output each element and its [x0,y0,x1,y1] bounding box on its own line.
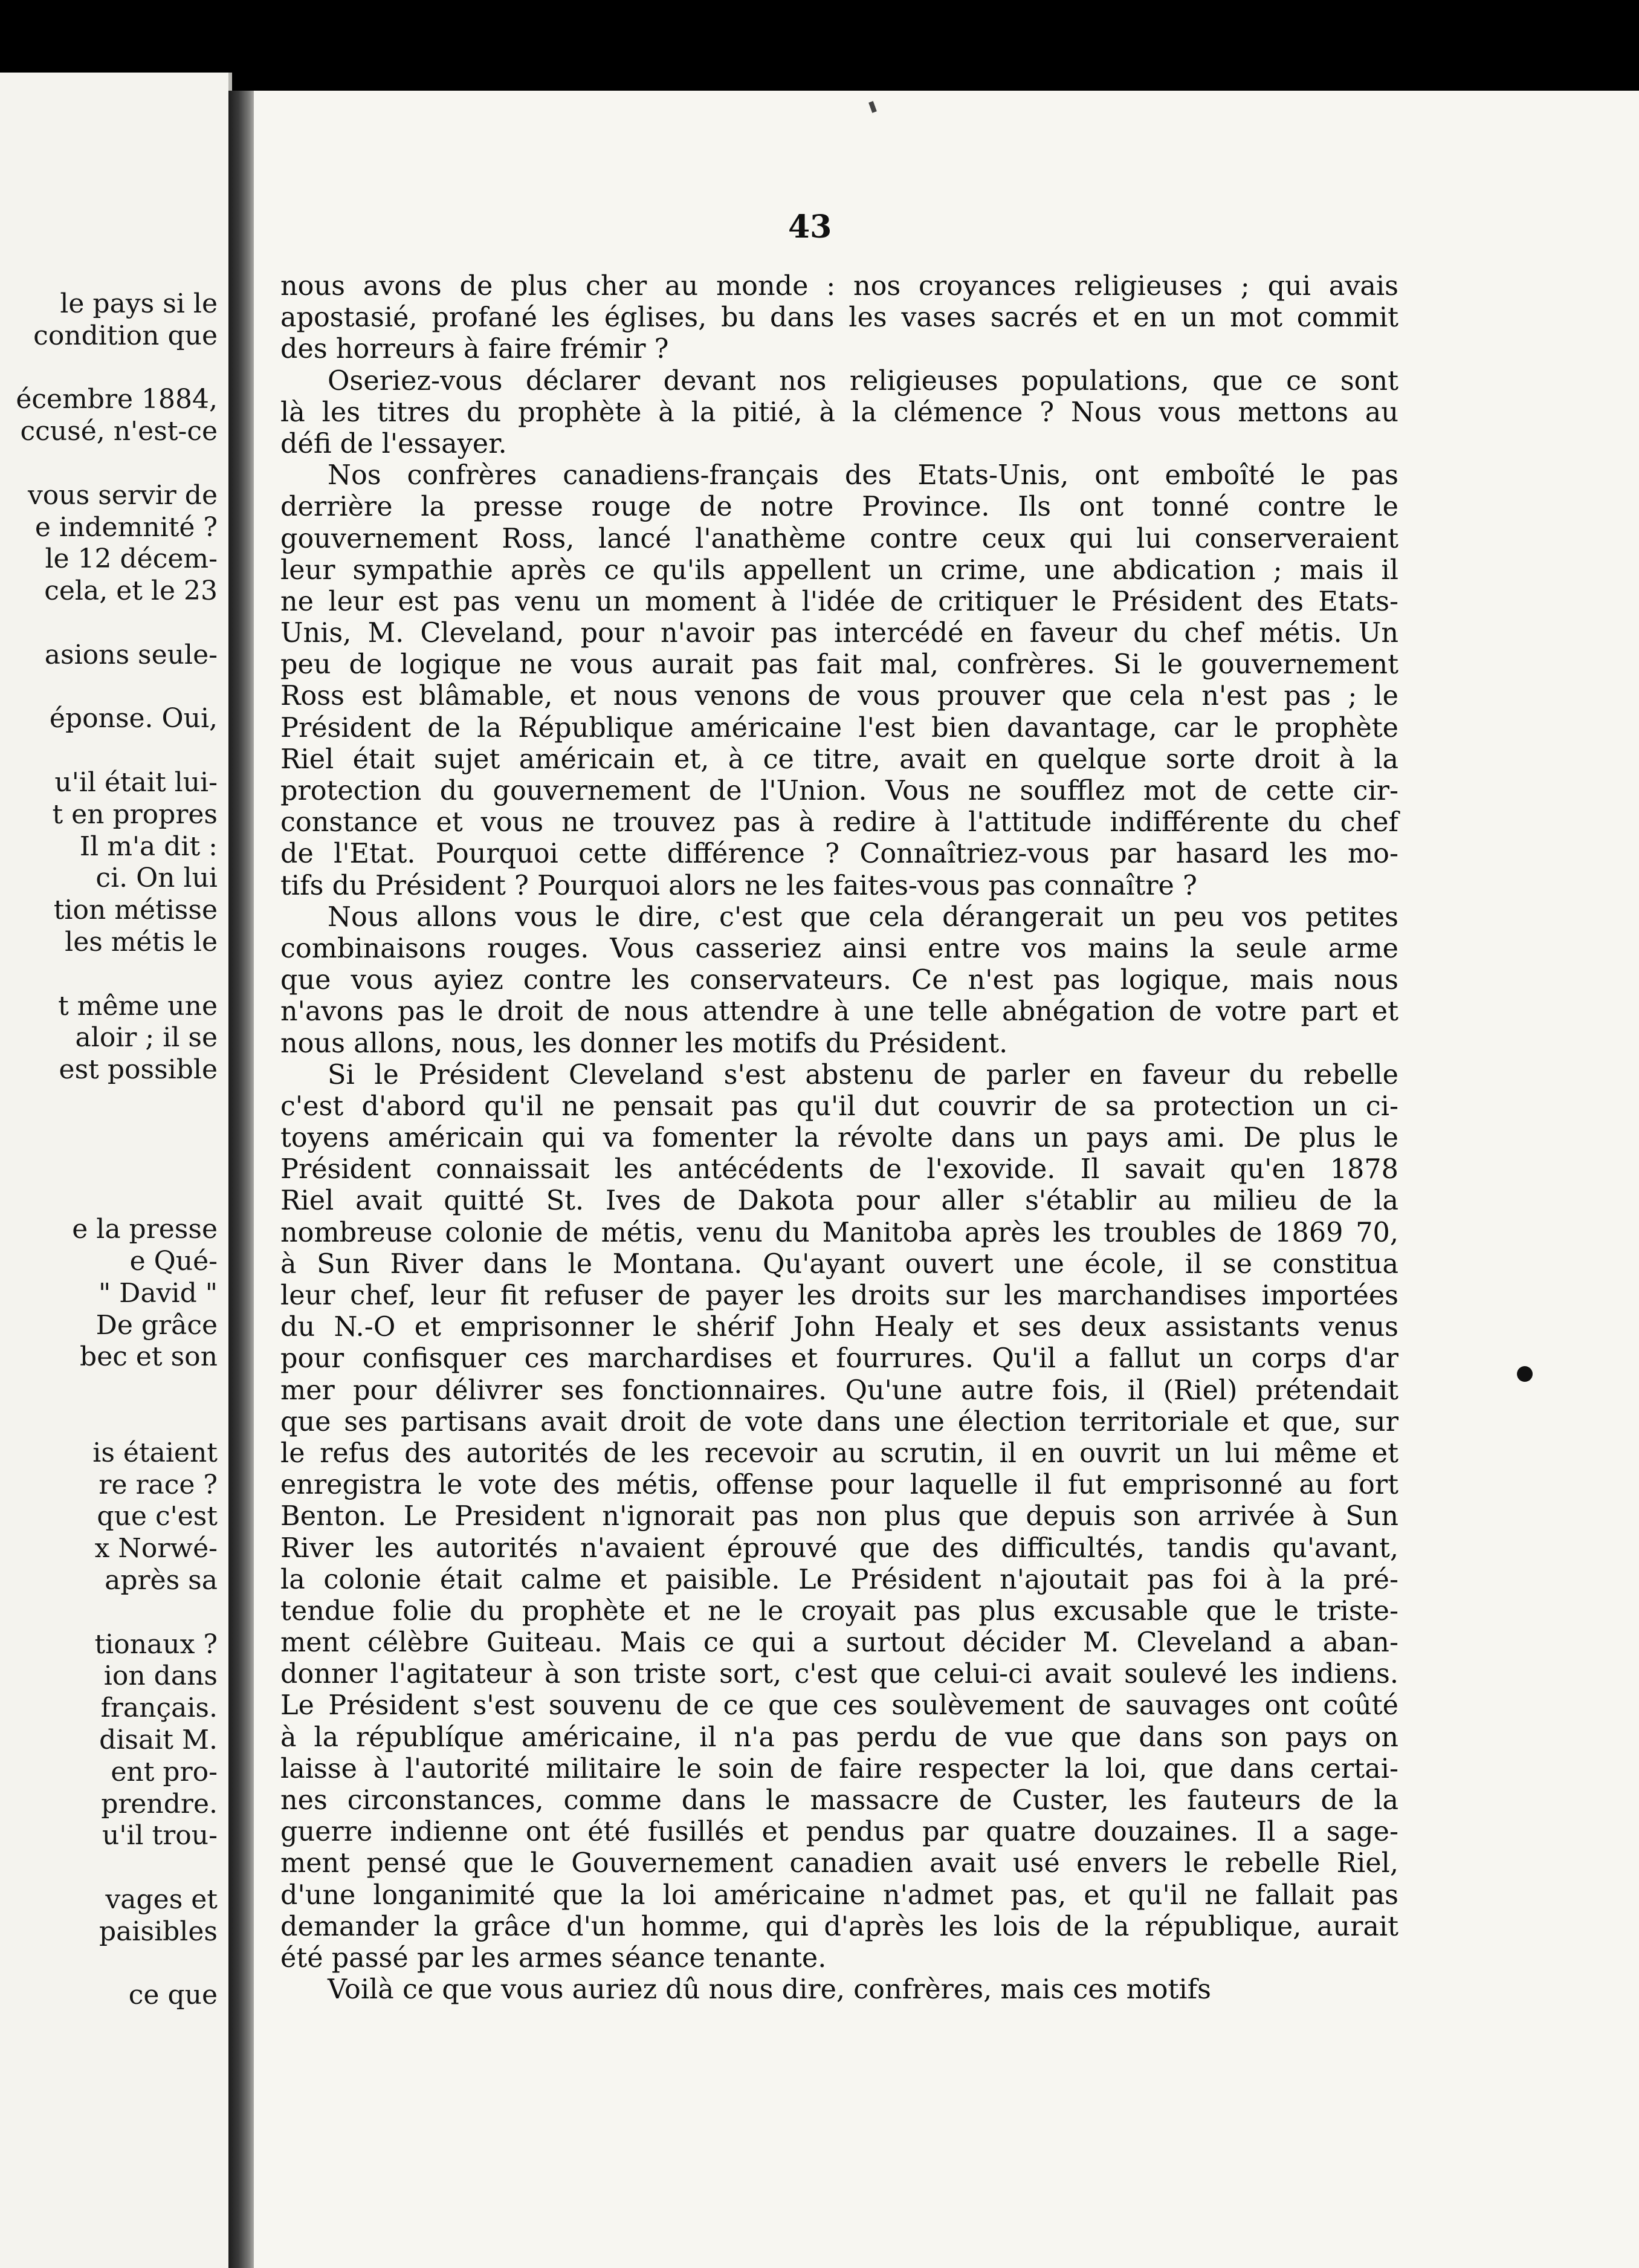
left-page-line: français. [100,1693,218,1724]
text-line: laisse à l'autorité militaire le soin de faire respecter la loi, que dans certai- [280,1753,1398,1784]
text-line: mer pour délivrer ses fonctionnaires. Qu'une autre fois, il (Riel) prétendait [280,1375,1398,1406]
left-page-line: x Norwé- [94,1533,218,1564]
book-gutter [228,91,257,2268]
text-line: Riel était sujet américain et, à ce titre, avait en quelque sorte droit à la [280,744,1398,775]
text-line: nes circonstances, comme dans le massacre de Custer, les fauteurs de la [280,1785,1398,1816]
text-line: Voilà ce que vous auriez dû nous dire, confrères, mais ces motifs [328,1974,1211,2006]
text-line: que vous ayiez contre les conservateurs. Ce n'est pas logique, mais nous [280,965,1398,996]
left-page-line: vous servir de [27,479,218,511]
text-line: guerre indienne ont été fusillés et pendus par quatre douzaines. Il a sage- [280,1816,1398,1848]
left-page-line: tion métisse [53,895,218,926]
left-page-line: écembre 1884, [16,384,218,415]
left-page-line: u'il était lui- [54,767,218,798]
left-page-line: le pays si le [60,288,218,319]
text-line: derrière la presse rouge de notre Province. Ils ont tonné contre le [280,491,1398,523]
paragraph [280,1974,1398,2006]
text-line: enregistra le vote des métis, offense pour laquelle il fut emprisonné au fort [280,1469,1398,1501]
text-line: la colonie était calme et paisible. Le Président n'ajoutait pas foi à la pré- [280,1564,1398,1595]
text-line: Président de la République américaine l'est bien davantage, car le prophète [280,712,1398,744]
text-line: gouvernement Ross, lancé l'anathème contre ceux qui lui conserveraient [280,523,1398,554]
text-line: constance et vous ne trouvez pas à redire à l'attitude indifférente du chef [280,807,1398,838]
text-line: peu de logique ne vous aurait pas fait mal, confrères. Si le gouvernement [280,649,1398,681]
text-line: pour confisquer ces marchardises et fourrures. Qu'il a fallut un corps d'ar [280,1343,1398,1375]
text-line: ment pensé que le Gouvernement canadien avait usé envers le rebelle Riel, [280,1848,1398,1879]
text-line: Benton. Le President n'ignorait pas non plus que depuis son arrivée à Sun [280,1501,1398,1532]
text-line: que ses partisans avait droit de vote dans une élection territoriale et que, sur [280,1406,1398,1437]
paragraph [280,271,1398,366]
left-page-line: ccusé, n'est-ce [20,416,218,447]
page-mark [868,101,877,113]
text-line: Le Président s'est souvenu de ce que ces soulèvement de sauvages ont coûté [280,1690,1398,1722]
left-page-line: ce que [128,1980,218,2011]
text-line: n'avons pas le droit de nous attendre à une telle abnégation de votre part et [280,996,1398,1028]
paragraph [280,460,1398,902]
text-line: apostasié, profané les églises, bu dans les vases sacrés et en un mot commit [280,302,1398,334]
text-line: des horreurs à faire frémir ? [280,334,669,365]
text-line: Si le Président Cleveland s'est abstenu de parler en faveur du rebelle [328,1059,1398,1090]
text-line: à la républíque américaine, il n'a pas perdu de vue que dans son pays on [280,1722,1398,1753]
left-page-line: e Qué- [129,1246,218,1277]
left-page-line: De grâce [95,1309,218,1341]
left-page-line: paisibles [99,1916,218,1947]
text-line: Oseriez-vous déclarer devant nos religieuses populations, que ce sont [328,365,1398,397]
current-page [254,91,1639,2268]
text-line: ne leur est pas venu un moment à l'idée de critiquer le Président des Etats- [280,586,1398,617]
left-page-line: les métis le [65,927,218,957]
text-line: Ross est blâmable, et nous venons de vous prouver que cela n'est pas ; le [280,681,1398,712]
text-line: leur sympathie après ce qu'ils appellent un crime, une abdication ; mais il [280,554,1398,586]
page-body [280,271,1398,2006]
left-page-line: que c'est [97,1501,218,1532]
text-line: Nos confrères canadiens-français des Etats-Unis, ont emboîté le pas [328,460,1398,491]
text-line: Nous allons vous le dire, c'est que cela dérangerait un peu vos petites [328,901,1398,933]
text-line: Riel avait quitté St. Ives de Dakota pour aller s'établir au milieu de la [280,1185,1398,1217]
text-line: toyens américain qui va fomenter la révolte dans un pays ami. De plus le [280,1123,1398,1154]
text-line: là les titres du prophète à la pitié, à la clémence ? Nous vous mettons au [280,397,1398,428]
text-line: protection du gouvernement de l'Union. Vous ne soufflez mot de cette cir- [280,776,1398,806]
paragraph [280,902,1398,1060]
text-line: demander la grâce d'un homme, qui d'après les lois de la république, aurait [280,1911,1398,1942]
text-line: tendue folie du prophète et ne le croyait pas plus excusable que le triste- [280,1595,1398,1627]
left-page-line: disait M. [99,1725,218,1755]
left-page-line: tionaux ? [94,1628,218,1660]
left-page-line: cela, et le 23 [44,575,218,607]
text-line: Président connaissait les antécédents de l'exovide. Il savait qu'en 1878 [280,1154,1398,1185]
left-page-line: ion dans [103,1660,218,1692]
page-number: 43 [788,209,832,245]
ink-spot [1517,1366,1533,1382]
left-page-line: ent pro- [111,1756,218,1787]
left-page-line: après sa [105,1565,218,1596]
left-page-line: vages et [105,1884,218,1915]
text-line: River les autorités n'avaient éprouvé que des difficultés, tandis qu'avant, [280,1532,1398,1564]
left-page-line: u'il trou- [102,1820,218,1852]
left-page-line: re race ? [99,1469,218,1500]
left-page-line: e la presse [72,1214,218,1245]
paragraph [280,1060,1398,1974]
left-page-line: t même une [58,990,218,1022]
text-line: du N.-O et emprisonner le shérif John Healy et ses deux assistants venus [280,1312,1398,1343]
left-page-line: Il m'a dit : [79,831,218,862]
text-line: nous avons de plus cher au monde : nos croyances religieuses ; qui avais [280,271,1398,302]
text-line: c'est d'abord qu'il ne pensait pas qu'il dut couvrir de sa protection un ci- [280,1090,1398,1122]
left-page-line: est possible [59,1054,218,1086]
text-line: leur chef, leur fit refuser de payer les droits sur les marchandises importées [280,1280,1398,1311]
left-page-line: ci. On lui [95,863,218,894]
left-page-line: prendre. [101,1788,218,1819]
previous-page-fragment [0,73,232,2268]
text-line: d'une longanimité que la loi américaine n'admet pas, et qu'il ne fallait pas [280,1879,1398,1911]
paragraph [280,366,1398,461]
text-line: combinaisons rouges. Vous casseriez ainsi entre vos mains la seule arme [280,933,1398,964]
left-page-line: e indemnité ? [34,511,218,543]
text-line: le refus des autorités de les recevoir au scrutin, il en ouvrit un lui même et [280,1437,1398,1469]
left-page-line: t en propres [52,799,218,830]
text-line: ment célèbre Guiteau. Mais ce qui a surtout décider M. Cleveland a aban- [280,1627,1398,1659]
left-page-line: le 12 décem- [45,543,218,575]
left-page-line: éponse. Oui, [49,703,218,734]
text-line: tifs du Président ? Pourquoi alors ne les faites-vous pas connaître ? [280,870,1197,901]
left-page-line: aloir ; il se [75,1022,218,1054]
text-line: de l'Etat. Pourquoi cette différence ? Connaîtriez-vous par hasard les mo- [280,838,1398,870]
text-line: donner l'agitateur à son triste sort, c'est que celui-ci avait soulevé les indiens. [280,1659,1398,1690]
text-line: nombreuse colonie de métis, venu du Manitoba après les troubles de 1869 70, [280,1217,1398,1248]
text-line: défi de l'essayer. [280,428,507,459]
left-page-line: asions seule- [44,639,218,670]
text-line: à Sun River dans le Montana. Qu'ayant ouvert une école, il se constitua [280,1248,1398,1280]
text-line: nous allons, nous, les donner les motifs du Président. [280,1028,1008,1059]
text-line: Unis, M. Cleveland, pour n'avoir pas intercédé en faveur du chef métis. Un [280,618,1398,649]
left-page-line: " David " [98,1277,218,1309]
left-page-line: condition que [33,320,218,351]
text-line: été passé par les armes séance tenante. [280,1942,827,1974]
left-page-line: bec et son [80,1341,218,1373]
left-page-line: is étaient [92,1437,218,1468]
